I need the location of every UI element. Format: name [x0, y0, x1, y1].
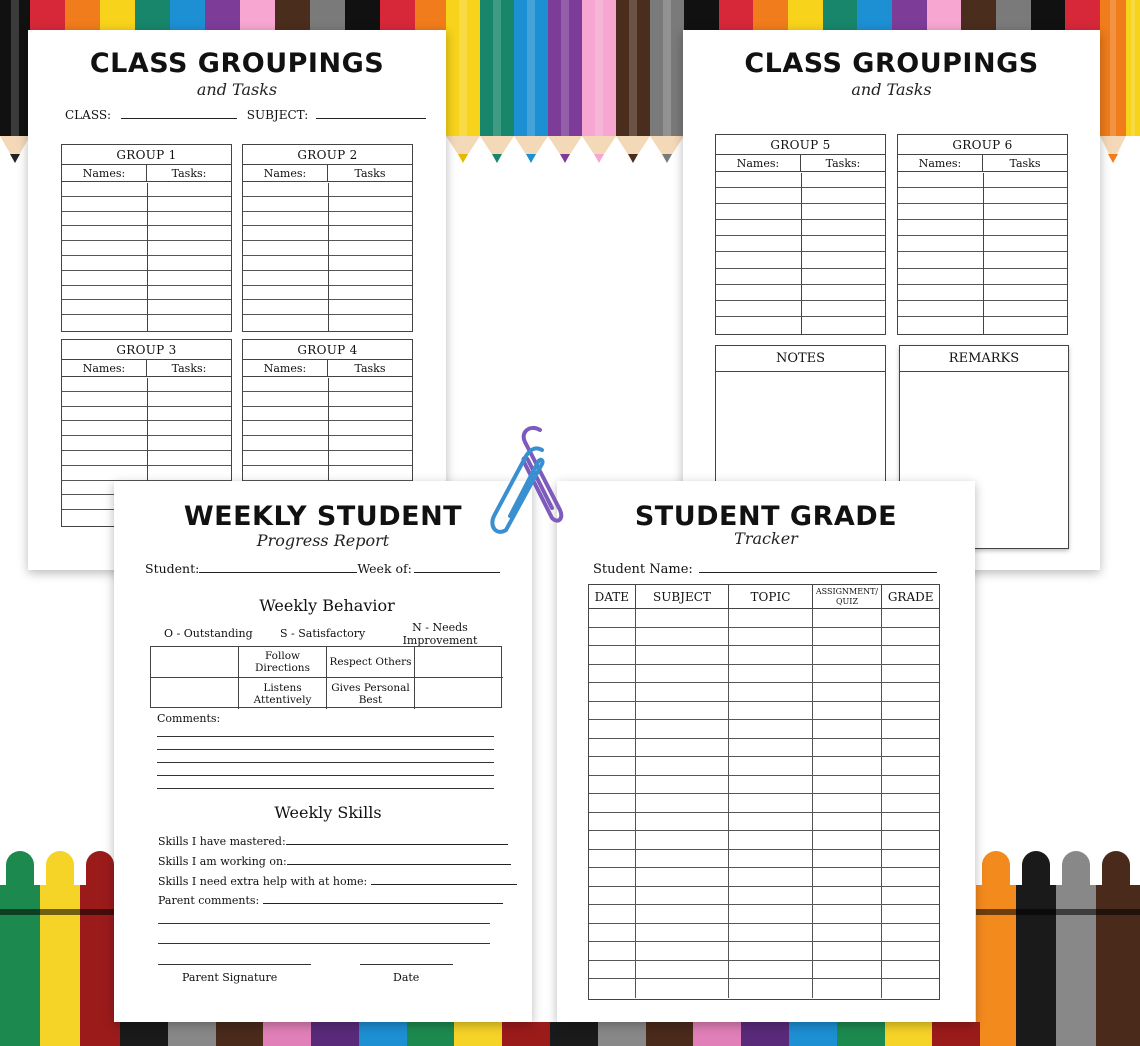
table-cell[interactable]: [813, 609, 883, 627]
table-cell[interactable]: [589, 702, 636, 720]
table-cell[interactable]: [729, 887, 813, 905]
crayon-strip-bottom: [120, 1022, 980, 1046]
table-cell[interactable]: [813, 979, 883, 998]
table-cell[interactable]: [813, 850, 883, 868]
table-cell[interactable]: [813, 831, 883, 849]
table-row[interactable]: [589, 942, 939, 961]
table-cell[interactable]: [729, 979, 813, 998]
names-column-header: Names:: [716, 155, 801, 171]
behavior-cell[interactable]: [415, 647, 503, 678]
crayon-decoration: [1016, 851, 1056, 1046]
table-cell[interactable]: [636, 702, 729, 720]
table-cell[interactable]: [882, 942, 939, 960]
names-column-header: Names:: [898, 155, 983, 171]
skills-mastered-row: [158, 833, 508, 848]
table-cell[interactable]: [729, 850, 813, 868]
table-cell[interactable]: [589, 868, 636, 886]
parent-signature-line[interactable]: [158, 964, 311, 965]
table-cell[interactable]: [813, 942, 883, 960]
table-cell[interactable]: [636, 683, 729, 701]
table-cell[interactable]: [729, 794, 813, 812]
table-cell[interactable]: [813, 794, 883, 812]
legend-needs-improvement: N - Needs Improvement: [402, 621, 478, 647]
table-cell[interactable]: [729, 628, 813, 646]
names-column-header: Names:: [62, 360, 147, 376]
table-cell[interactable]: [636, 831, 729, 849]
tasks-column-header: Tasks:: [171, 362, 207, 375]
student-name-field[interactable]: [699, 561, 937, 573]
table-cell[interactable]: [882, 813, 939, 831]
crayon-decoration: [40, 851, 80, 1046]
group-name: GROUP 1: [62, 145, 231, 165]
topic-column-header: TOPIC: [729, 585, 813, 608]
pencil-strip-right: [1100, 0, 1140, 170]
table-cell[interactable]: [882, 850, 939, 868]
names-column-header: Names:: [243, 165, 328, 181]
subject-field[interactable]: [316, 107, 426, 119]
table-cell[interactable]: [636, 757, 729, 775]
table-cell[interactable]: [882, 609, 939, 627]
table-cell[interactable]: [882, 924, 939, 942]
table-cell[interactable]: [729, 683, 813, 701]
table-cell[interactable]: [589, 905, 636, 923]
table-cell[interactable]: [882, 776, 939, 794]
table-cell[interactable]: [729, 776, 813, 794]
skills-working-field[interactable]: [287, 853, 511, 865]
table-cell[interactable]: [882, 646, 939, 664]
table-cell[interactable]: [882, 831, 939, 849]
skills-mastered-field[interactable]: [286, 833, 508, 845]
student-label: Student:: [145, 561, 200, 576]
table-cell[interactable]: [813, 961, 883, 979]
table-row[interactable]: [589, 794, 939, 813]
table-row[interactable]: [589, 665, 939, 684]
group-6-table: [897, 134, 1068, 335]
skills-help-row: [158, 873, 517, 888]
table-cell[interactable]: [729, 961, 813, 979]
page-title: WEEKLY STUDENT: [183, 501, 463, 532]
weekly-progress-sheet: [114, 481, 532, 1022]
class-field[interactable]: [121, 107, 237, 119]
table-cell[interactable]: [636, 905, 729, 923]
table-cell[interactable]: [882, 979, 939, 998]
subject-column-header: SUBJECT: [636, 585, 729, 608]
pencil-decoration: [0, 0, 30, 170]
page-subtitle: and Tasks: [196, 80, 278, 99]
table-cell[interactable]: [813, 739, 883, 757]
table-cell[interactable]: [882, 665, 939, 683]
table-cell[interactable]: [636, 665, 729, 683]
table-cell[interactable]: [636, 646, 729, 664]
pencil-strip-center: [446, 0, 684, 170]
table-cell[interactable]: [636, 739, 729, 757]
table-cell[interactable]: [589, 739, 636, 757]
table-cell[interactable]: [729, 739, 813, 757]
page-subtitle: Tracker: [734, 529, 798, 548]
group-name: GROUP 4: [243, 340, 412, 360]
table-cell[interactable]: [589, 720, 636, 738]
table-cell[interactable]: [636, 924, 729, 942]
parent-comments-label: Parent comments:: [158, 894, 260, 907]
table-cell[interactable]: [589, 850, 636, 868]
table-cell[interactable]: [729, 813, 813, 831]
table-cell[interactable]: [813, 757, 883, 775]
subject-label: SUBJECT:: [246, 108, 309, 122]
table-cell[interactable]: [813, 813, 883, 831]
table-cell[interactable]: [813, 665, 883, 683]
group-5-table: [715, 134, 886, 335]
page-subtitle: Progress Report: [256, 531, 390, 550]
behavior-cell[interactable]: [151, 678, 239, 709]
page-title: STUDENT GRADE: [634, 501, 898, 532]
table-cell[interactable]: [636, 850, 729, 868]
table-cell[interactable]: [589, 665, 636, 683]
table-cell[interactable]: [589, 942, 636, 960]
parent-comment-line[interactable]: [158, 923, 490, 924]
table-cell[interactable]: [813, 720, 883, 738]
comment-line[interactable]: [157, 775, 494, 776]
skills-working-label: Skills I am working on:: [158, 855, 287, 868]
table-cell[interactable]: [882, 720, 939, 738]
notes-heading: NOTES: [716, 346, 885, 372]
parent-comment-line[interactable]: [158, 943, 490, 944]
table-cell[interactable]: [636, 813, 729, 831]
table-row[interactable]: [589, 831, 939, 850]
table-cell[interactable]: [636, 942, 729, 960]
table-cell[interactable]: [729, 868, 813, 886]
skills-help-field[interactable]: [371, 873, 517, 885]
table-cell[interactable]: [813, 646, 883, 664]
table-cell[interactable]: [882, 794, 939, 812]
grade-column-header: GRADE: [887, 590, 934, 604]
remarks-heading: REMARKS: [900, 346, 1068, 372]
table-cell[interactable]: [636, 609, 729, 627]
table-cell[interactable]: [729, 665, 813, 683]
pencil-strip-top-left: [30, 0, 450, 30]
assignment-quiz-column-header: ASSIGNMENT/ QUIZ: [813, 585, 883, 608]
comments-label: Comments:: [157, 712, 221, 725]
table-cell[interactable]: [589, 628, 636, 646]
crayon-decoration: [976, 851, 1016, 1046]
skills-help-label: Skills I need extra help with at home:: [158, 875, 368, 888]
student-name-label: Student Name:: [593, 562, 693, 577]
skills-working-row: [158, 853, 511, 868]
student-name-row: [593, 561, 937, 577]
tasks-column-header: Tasks: [1009, 157, 1041, 170]
group-1-table: [61, 144, 232, 332]
student-week-row: [145, 561, 500, 576]
table-cell[interactable]: [636, 720, 729, 738]
table-cell[interactable]: [589, 757, 636, 775]
table-cell[interactable]: [882, 628, 939, 646]
comment-line[interactable]: [157, 788, 494, 789]
table-row[interactable]: [589, 924, 939, 943]
table-cell[interactable]: [589, 924, 636, 942]
comment-line[interactable]: [157, 736, 494, 737]
date-line[interactable]: [360, 964, 453, 965]
table-cell[interactable]: [589, 683, 636, 701]
behavior-table: [150, 646, 502, 708]
table-cell[interactable]: [882, 868, 939, 886]
table-cell[interactable]: [813, 868, 883, 886]
comment-line[interactable]: [157, 762, 494, 763]
table-cell[interactable]: [729, 646, 813, 664]
page-title: CLASS GROUPINGS: [89, 48, 385, 79]
grade-table: [588, 584, 940, 1000]
table-row[interactable]: [589, 609, 939, 628]
week-label: Week of:: [357, 561, 412, 576]
behavior-cell: Listens Attentively: [239, 678, 327, 709]
behavior-cell: Respect Others: [327, 647, 415, 678]
table-row[interactable]: [589, 646, 939, 665]
table-cell[interactable]: [882, 739, 939, 757]
names-column-header: Names:: [243, 360, 328, 376]
table-cell[interactable]: [729, 831, 813, 849]
table-cell[interactable]: [589, 609, 636, 627]
table-row[interactable]: [589, 739, 939, 758]
table-cell[interactable]: [589, 794, 636, 812]
table-row[interactable]: [589, 683, 939, 702]
table-cell[interactable]: [813, 776, 883, 794]
date-label: Date: [393, 971, 420, 984]
legend-outstanding: O - Outstanding: [164, 627, 253, 640]
tasks-column-header: Tasks:: [171, 167, 207, 180]
behavior-heading: Weekly Behavior: [259, 596, 395, 615]
table-cell[interactable]: [729, 942, 813, 960]
group-name: GROUP 2: [243, 145, 412, 165]
legend-satisfactory: S - Satisfactory: [280, 627, 366, 640]
table-cell[interactable]: [589, 831, 636, 849]
table-row[interactable]: [589, 887, 939, 906]
crayon-decoration: [1096, 851, 1140, 1046]
table-cell[interactable]: [729, 720, 813, 738]
table-row[interactable]: [589, 776, 939, 795]
table-cell[interactable]: [882, 887, 939, 905]
table-row[interactable]: [589, 702, 939, 721]
crayon-decoration: [1056, 851, 1096, 1046]
table-row[interactable]: [589, 868, 939, 887]
behavior-cell[interactable]: [415, 678, 503, 709]
table-cell[interactable]: [813, 683, 883, 701]
class-subject-row: [65, 107, 426, 122]
class-label: CLASS:: [65, 108, 112, 122]
table-cell[interactable]: [589, 979, 636, 998]
page-subtitle: and Tasks: [851, 80, 932, 99]
table-cell[interactable]: [729, 924, 813, 942]
behavior-cell: Follow Directions: [239, 647, 327, 678]
table-cell[interactable]: [589, 813, 636, 831]
behavior-cell[interactable]: [151, 647, 239, 678]
table-cell[interactable]: [589, 887, 636, 905]
table-cell[interactable]: [813, 924, 883, 942]
table-row[interactable]: [589, 813, 939, 832]
table-row[interactable]: [589, 961, 939, 980]
names-column-header: Names:: [62, 165, 147, 181]
table-cell[interactable]: [729, 702, 813, 720]
student-field[interactable]: [199, 561, 357, 573]
group-2-table: [242, 144, 413, 332]
table-cell[interactable]: [589, 646, 636, 664]
table-row[interactable]: [589, 979, 939, 998]
crayon-decoration: [0, 851, 40, 1046]
parent-signature-label: Parent Signature: [182, 971, 278, 984]
grade-table-header: [589, 585, 939, 609]
parent-comments-row: [158, 892, 503, 907]
table-cell[interactable]: [882, 905, 939, 923]
table-cell[interactable]: [729, 757, 813, 775]
table-cell[interactable]: [589, 961, 636, 979]
paper-clip-icon: [480, 420, 590, 550]
pencil-strip-top-right: [684, 0, 1100, 30]
table-row[interactable]: [589, 628, 939, 647]
table-cell[interactable]: [882, 757, 939, 775]
table-cell[interactable]: [636, 628, 729, 646]
tasks-column-header: Tasks: [354, 362, 386, 375]
table-cell[interactable]: [882, 961, 939, 979]
table-cell[interactable]: [813, 628, 883, 646]
table-cell[interactable]: [636, 961, 729, 979]
tasks-column-header: Tasks: [354, 167, 386, 180]
table-cell[interactable]: [636, 887, 729, 905]
table-row[interactable]: [589, 905, 939, 924]
skills-mastered-label: Skills I have mastered:: [158, 835, 286, 848]
table-cell[interactable]: [636, 794, 729, 812]
table-cell[interactable]: [813, 887, 883, 905]
skills-heading: Weekly Skills: [274, 803, 382, 822]
grade-rows[interactable]: [589, 609, 939, 998]
table-cell[interactable]: [636, 868, 729, 886]
notes-box[interactable]: [715, 345, 886, 495]
table-cell[interactable]: [589, 776, 636, 794]
table-row[interactable]: [589, 720, 939, 739]
table-row[interactable]: [589, 757, 939, 776]
page-title: CLASS GROUPINGS: [744, 48, 1039, 79]
group-name: GROUP 3: [62, 340, 231, 360]
table-cell[interactable]: [636, 979, 729, 998]
table-cell[interactable]: [882, 683, 939, 701]
table-cell[interactable]: [813, 702, 883, 720]
comment-line[interactable]: [157, 749, 494, 750]
parent-comments-field[interactable]: [263, 892, 503, 904]
table-cell[interactable]: [813, 905, 883, 923]
week-field[interactable]: [414, 561, 500, 573]
table-cell[interactable]: [882, 702, 939, 720]
group-name: GROUP 5: [716, 135, 885, 155]
date-column-header: DATE: [589, 585, 636, 608]
pencil-strip-left: [0, 0, 30, 170]
tasks-column-header: Tasks:: [825, 157, 861, 170]
table-cell[interactable]: [636, 776, 729, 794]
group-name: GROUP 6: [898, 135, 1067, 155]
behavior-cell: Gives Personal Best: [327, 678, 415, 709]
table-cell[interactable]: [729, 905, 813, 923]
table-row[interactable]: [589, 850, 939, 869]
table-cell[interactable]: [729, 609, 813, 627]
